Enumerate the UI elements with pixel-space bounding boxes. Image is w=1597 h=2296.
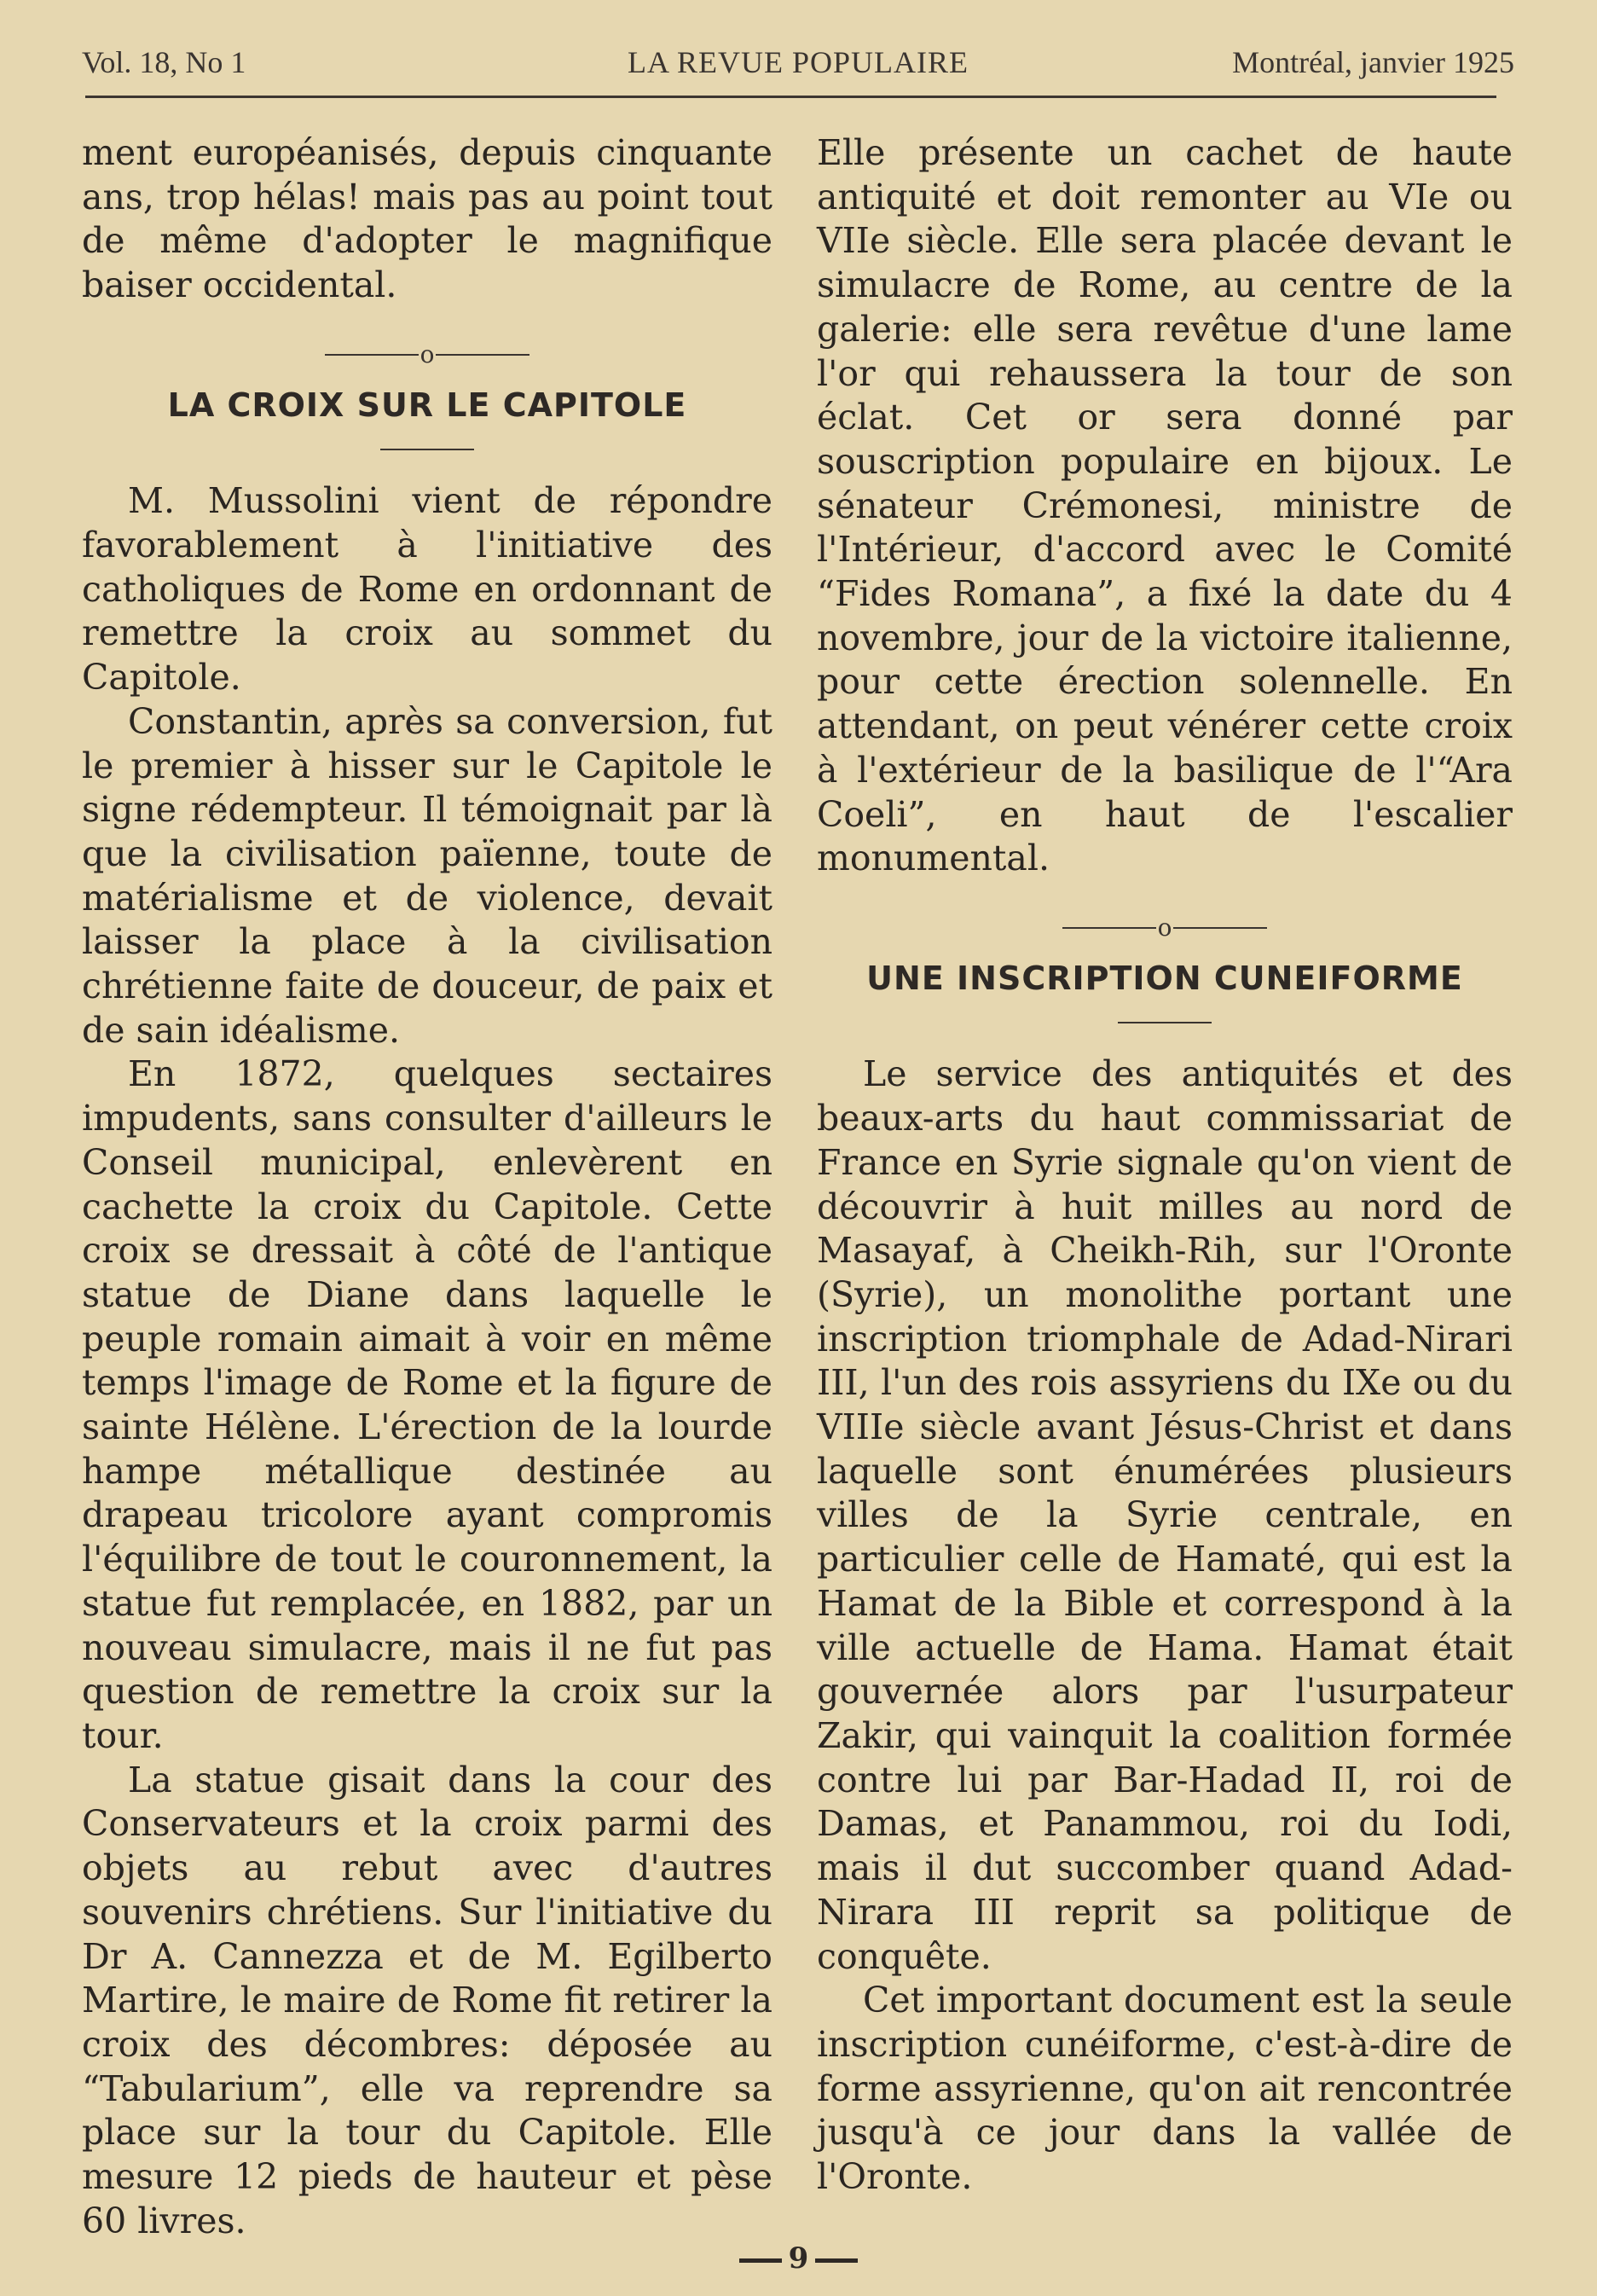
- article-paragraph: Constantin, après sa conversion, fut le premier à hisser sur le Capitole le signe rédempteur. Il témoignait par là que la civilisation païenne, toute de matérialisme et de violence, devait laisser la place à la civilisation chrétienne faite de douceur, de paix et de sain idéalisme.: [82, 700, 772, 1051]
- place-and-date: Montréal, janvier 1925: [1232, 45, 1514, 79]
- article-paragraph: Cet important document est la seule inscription cunéiforme, c'est-à-dire de forme assyrienne, qu'on ait rencontrée jusqu'à ce jour dans la vallée de l'Oronte.: [817, 1980, 1513, 2198]
- article-heading-inscription: UNE INSCRIPTION CUNEIFORME: [866, 960, 1463, 998]
- section-separator: o: [817, 915, 1513, 941]
- page-footer: [0, 2241, 1597, 2276]
- running-header: [82, 44, 1514, 92]
- intro-paragraph: ment européanisés, depuis cinquante ans, trop hélas! mais pas au point tout de même d'adopter le magnifique baiser occidental.: [82, 132, 772, 306]
- article-heading-croix: LA CROIX SUR LE CAPITOLE: [167, 386, 687, 425]
- article-paragraph: M. Mussolini vient de répondre favorablement à l'initiative des catholiques de Rome en ordonnant de remettre la croix au sommet du Capitole.: [82, 480, 772, 699]
- article-paragraph: Le service des antiquités et des beaux-arts du haut commissariat de France en Syrie signale qu'on vient de découvrir à huit milles au nord de Masayaf, à Cheikh-Rih, sur l'Oronte (Syrie), un monolithe portant une inscription triomphale de Adad-Nirari III, l'un des rois assyriens du IXe ou du VIIIe siècle avant Jésus-Christ et dans laquelle sont énumérées plusieurs villes de la Syrie centrale, en particulier celle de Hamaté, qui est la Hamat de la Bible et correspond à la ville actuelle de Hama. Hamat était gouvernée alors par l'usurpateur Zakir, qui vainquit la coalition formée contre lui par Bar-Hadad II, roi de Damas, et Panammou, roi du Iodi, mais il dut succomber quand Adad-Nirara III reprit sa politique de conquête.: [817, 1053, 1513, 1977]
- page-number: 9: [788, 2241, 809, 2276]
- right-column: [817, 131, 1513, 2200]
- article-paragraph: La statue gisait dans la cour des Conservateurs et la croix parmi des objets au rebut avec d'autres souvenirs chrétiens. Sur l'initiative du Dr A. Cannezza et de M. Egilberto Martire, le maire de Rome fit retirer la croix des décombres: déposée au “Tabularium”, elle va reprendre sa place sur la tour du Capitole. Elle mesure 12 pieds de hauteur et pèse 60 livres.: [82, 1759, 772, 2241]
- header-rule: [85, 96, 1496, 98]
- publication-title: LA REVUE POPULAIRE: [627, 45, 969, 79]
- section-separator: o: [82, 342, 772, 368]
- left-column: [82, 131, 772, 2243]
- continuation-paragraph: Elle présente un cachet de haute antiquité et doit remonter au VIe ou VIIe siècle. Elle sera placée devant le simulacre de Rome, au centre de la galerie: elle sera revêtue d'une lame l'or qui rehaussera la tour de son éclat. Cet or sera donné par souscription populaire en bijoux. Le sénateur Crémonesi, ministre de l'Intérieur, d'accord avec le Comité “Fides Romana”, a fixé la date du 4 novembre, jour de la victoire italienne, pour cette érection solennelle. En attendant, on peut vénérer cette croix à l'extérieur de la basilique de l'“Ara Coeli”, en haut de l'escalier monumental.: [817, 132, 1513, 879]
- article-paragraph: En 1872, quelques sectaires impudents, sans consulter d'ailleurs le Conseil municipal, enlevèrent en cachette la croix du Capitole. Cette croix se dressait à côté de l'antique statue de Diane dans laquelle le peuple romain aimait à voir en même temps l'image de Rome et la figure de sainte Hélène. L'érection de la lourde hampe métallique destinée au drapeau tricolore ayant compromis l'équilibre de tout le couronnement, la statue fut remplacée, en 1882, par un nouveau simulacre, mais il ne fut pas question de remettre la croix sur la tour.: [82, 1053, 772, 1756]
- volume-number: Vol. 18, No 1: [82, 45, 246, 79]
- heading-rule: [1118, 1022, 1212, 1023]
- heading-rule: [380, 449, 474, 450]
